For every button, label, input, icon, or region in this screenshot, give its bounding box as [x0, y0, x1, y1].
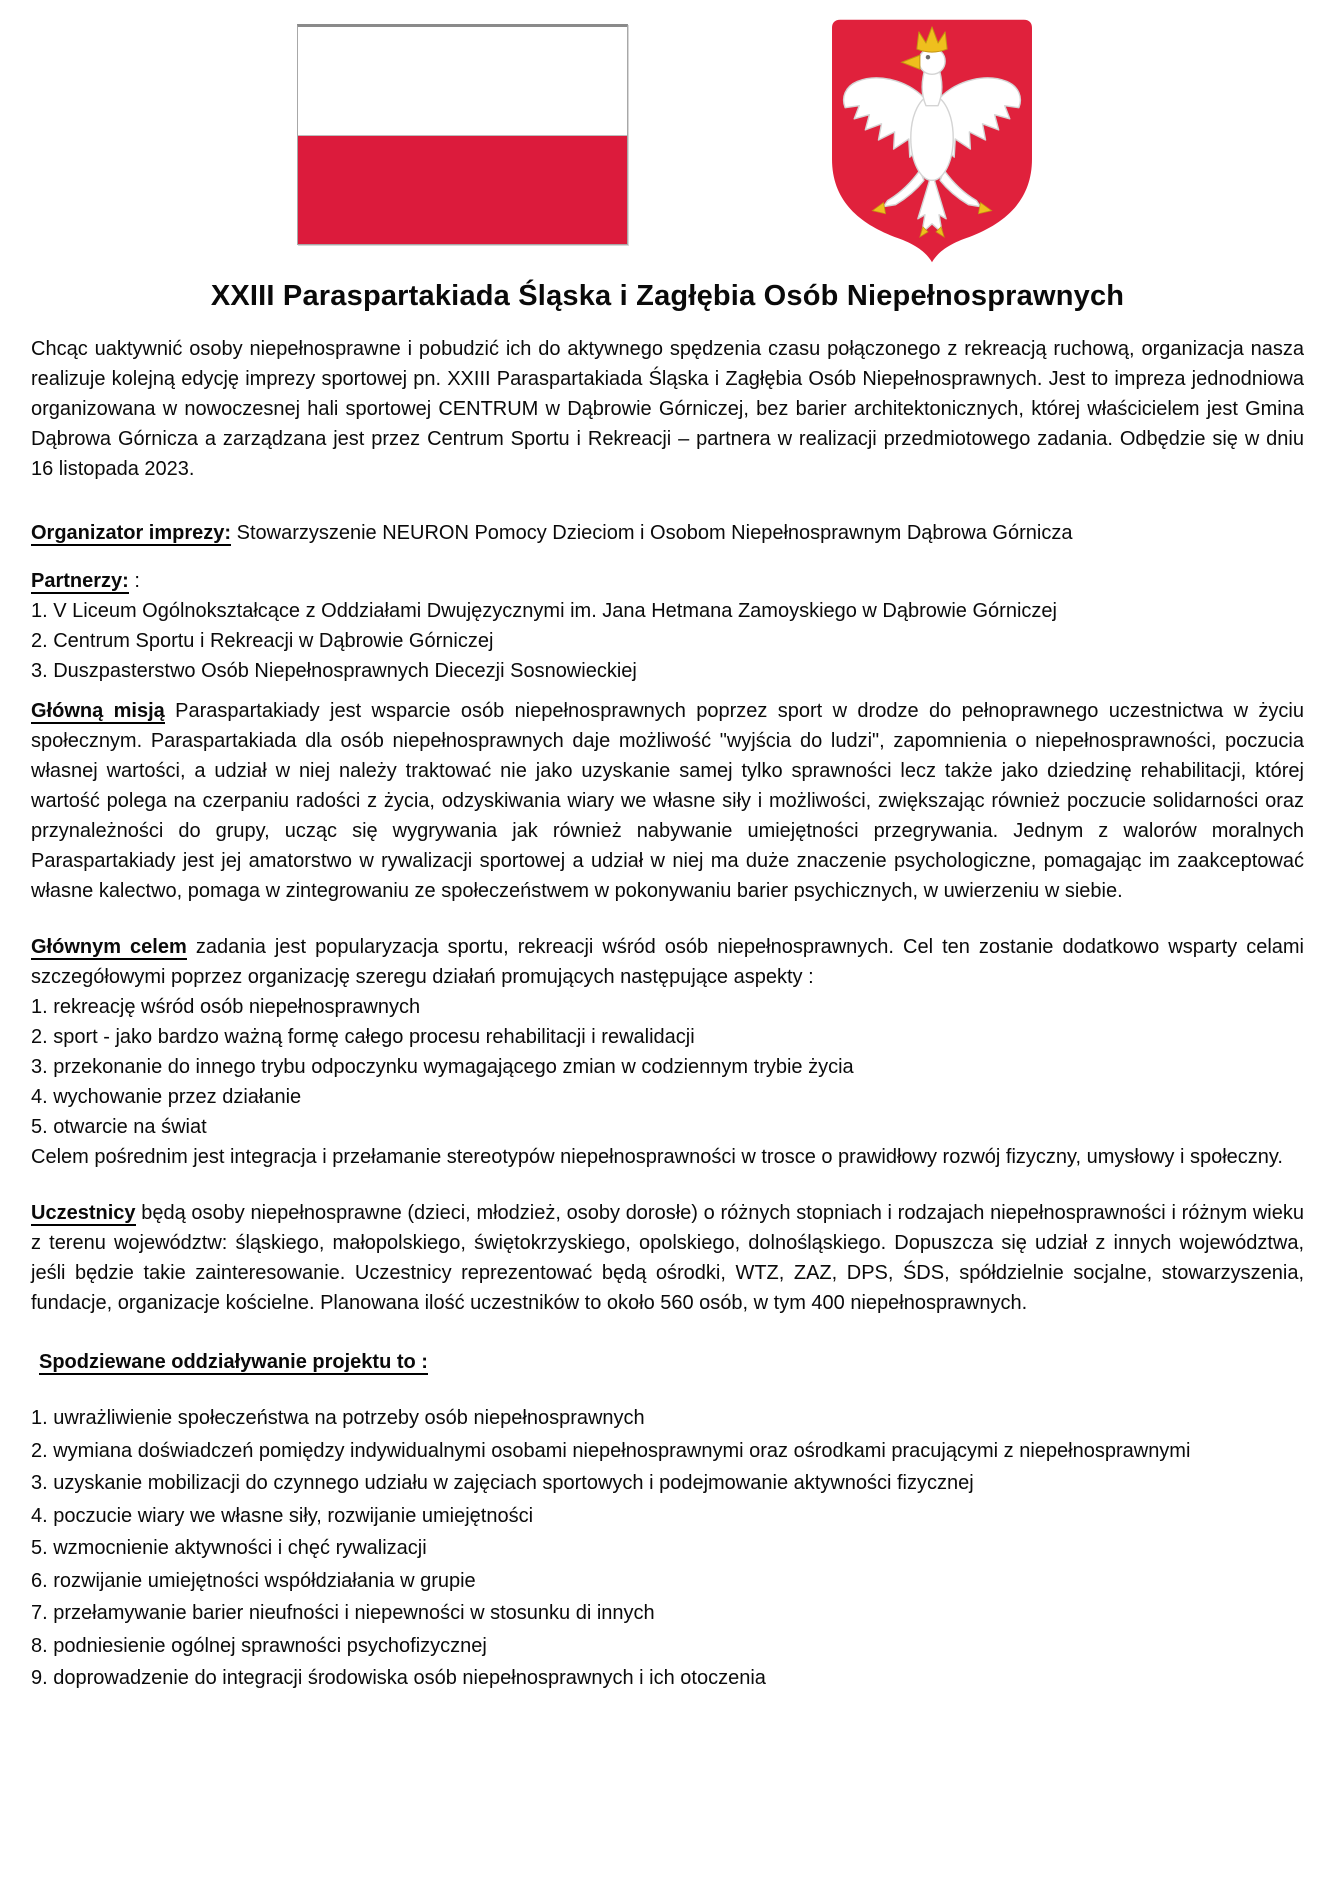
mission-text: Paraspartakiady jest wsparcie osób niepełnosprawnych poprzez sport w drodze do pełnoprawnego uczestnictwa w życiu społecznym. Paraspartakiada dla osób niepełnosprawnych daje możliwość "wyjścia do ludzi", zapomnienia o niepełnosprawności, poczucia własnej wartości, a udział w niej należy traktować nie jako uzyskanie samej tylko sprawności lecz także jako dziedzinę rehabilitacji, której wartość polega na czerpaniu radości z życia, odzyskiwania wiary we własne siły i możliwości, zwiększając również poczucie solidarności oraz przynależności do grupy, ucząc się wygrywania jak również nabywanie umiejętności przegrywania. Jednym z walorów moralnych Paraspartakiady jest jej amatorstwo w rywalizacji sportowej a udział w niej ma duże znaczenie psychologiczne, pomagając im zaakceptować własne kalectwo, pomaga w zintegrowaniu ze społeczeństwem w pokonywaniu barier psychicznych, w uwierzeniu w siebie. — [31, 700, 1304, 902]
page-title: XXIII Paraspartakiada Śląska i Zagłębia Osób Niepełnosprawnych — [210, 280, 1125, 312]
header — [31, 0, 1304, 266]
impact-item: 7. przełamywanie barier nieufności i niepewności w stosunku di innych — [31, 1602, 655, 1624]
goal-item: 2. sport - jako bardzo ważną formę całego procesu rehabilitacji i rewalidacji — [31, 1026, 695, 1048]
impact-item: 5. wzmocnienie aktywności i chęć rywalizacji — [31, 1537, 427, 1559]
partner-item: 2. Centrum Sportu i Rekreacji w Dąbrowie Górniczej — [31, 630, 494, 652]
flag-red-stripe — [298, 136, 627, 245]
impact-item: 4. poczucie wiary we własne siły, rozwijanie umiejętności — [31, 1504, 534, 1527]
participants-label: Uczestnicy — [31, 1202, 136, 1224]
partners-label: Partnerzy: — [31, 570, 129, 592]
mission-label: Główną misją — [31, 700, 165, 722]
intro-paragraph: Chcąc uaktywnić osoby niepełnosprawne i pobudzić ich do aktywnego spędzenia czasu połączonego z rekreacją ruchową, organizacja nasza realizuje kolejną edycję imprezy sportowej pn. XXIII Paraspartakiada Śląska i Zagłębia Osób Niepełnosprawnych. Jest to impreza jednodniowa organizowana w nowoczesnej hali sportowej CENTRUM w Dąbrowie Górniczej, bez barier architektonicznych, której właścicielem jest Gmina Dąbrowa Górnicza a zarządzana jest przez Centrum Sportu i Rekreacji – partnera w realizacji przedmiotowego zadania. Odbędzie się w dniu 16 listopada 2023. — [31, 338, 1304, 480]
impact-item: 9. doprowadzenie do integracji środowiska osób niepełnosprawnych i ich otoczenia — [31, 1667, 766, 1689]
goal-label: Głównym celem — [31, 936, 187, 958]
impact-item: 1. uwrażliwienie społeczeństwa na potrzeby osób niepełnosprawnych — [31, 1407, 645, 1429]
goal-text: zadania jest popularyzacja sportu, rekreacji wśród osób niepełnosprawnych. Cel ten zostanie dodatkowo wsparty celami szczegółowymi poprzez organizację szeregu działań promujących następujące aspekty : — [31, 936, 1305, 988]
polish-flag-icon — [297, 24, 628, 245]
organizer-text: Stowarzyszenie NEURON Pomocy Dzieciom i Osobom Niepełnosprawnym Dąbrowa Górnicza — [231, 522, 1073, 544]
participants-text: będą osoby niepełnosprawne (dzieci, młodzież, osoby dorosłe) o różnych stopniach i rodzajach niepełnosprawności i różnym wieku z terenu województw: śląskiego, małopolskiego, świętokrzyskiego, opolskiego, dolnośląskiego. Dopuszcza się udział z innych województwa, jeśli będzie takie zainteresowanie. Uczestnicy reprezentować będą ośrodki, WTZ, ZAZ, DPS, ŚDS, spółdzielnie socjalne, stowarzyszenia, fundacje, organizacje kościelne. Planowana ilość uczestników to około 560 osób, w tym 400 niepełnosprawnych. — [31, 1202, 1304, 1314]
flag-white-stripe — [298, 27, 627, 136]
goal-item: 4. wychowanie przez działanie — [31, 1086, 302, 1108]
partner-item: 1. V Liceum Ogólnokształcące z Oddziałami Dwujęzycznymi im. Jana Hetmana Zamoyskiego w Dąbrowie Górniczej — [31, 600, 1057, 622]
participants-paragraph — [31, 1198, 1304, 1318]
polish-coat-of-arms-icon — [831, 18, 1033, 264]
partner-item: 3. Duszpasterstwo Osób Niepełnosprawnych Diecezji Sosnowieckiej — [31, 660, 637, 682]
organizer-line — [31, 518, 1304, 548]
partners-list — [31, 596, 1304, 686]
impact-item: 8. podniesienie ogólnej sprawności psychofizycznej — [31, 1634, 487, 1657]
goal-paragraph — [31, 932, 1304, 992]
goal-list — [31, 992, 1304, 1142]
impact-list — [31, 1402, 1304, 1695]
impact-item: 2. wymiana doświadczeń pomiędzy indywidualnymi osobami niepełnosprawnymi oraz ośrodkami pracującymi z niepełnosprawnymi — [31, 1439, 1191, 1462]
organizer-label: Organizator imprezy: — [31, 522, 232, 544]
partners-section — [31, 566, 1304, 686]
goal-item: 3. przekonanie do innego trybu odpoczynku wymagającego zmian w codziennym trybie życia — [31, 1056, 854, 1078]
goal-section — [31, 932, 1304, 1172]
impact-item: 3. uzyskanie mobilizacji do czynnego udziału w zajęciach sportowych i podejmowanie aktywności fizycznej — [31, 1472, 974, 1494]
mission-paragraph — [31, 696, 1304, 906]
impact-heading — [31, 1346, 1304, 1378]
partners-heading — [31, 566, 1304, 596]
goal-item: 1. rekreację wśród osób niepełnosprawnych — [31, 996, 421, 1018]
partners-suffix: : — [128, 570, 140, 592]
goal-item: 5. otwarcie na świat — [31, 1116, 207, 1138]
impact-item: 6. rozwijanie umiejętności współdziałania w grupie — [31, 1569, 476, 1592]
goal-footer: Celem pośrednim jest integracja i przełamanie stereotypów niepełnosprawności w trosce o prawidłowy rozwój fizyczny, umysłowy i społeczny. — [31, 1146, 1283, 1168]
impact-heading-label: Spodziewane oddziaływanie projektu to : — [39, 1351, 428, 1373]
